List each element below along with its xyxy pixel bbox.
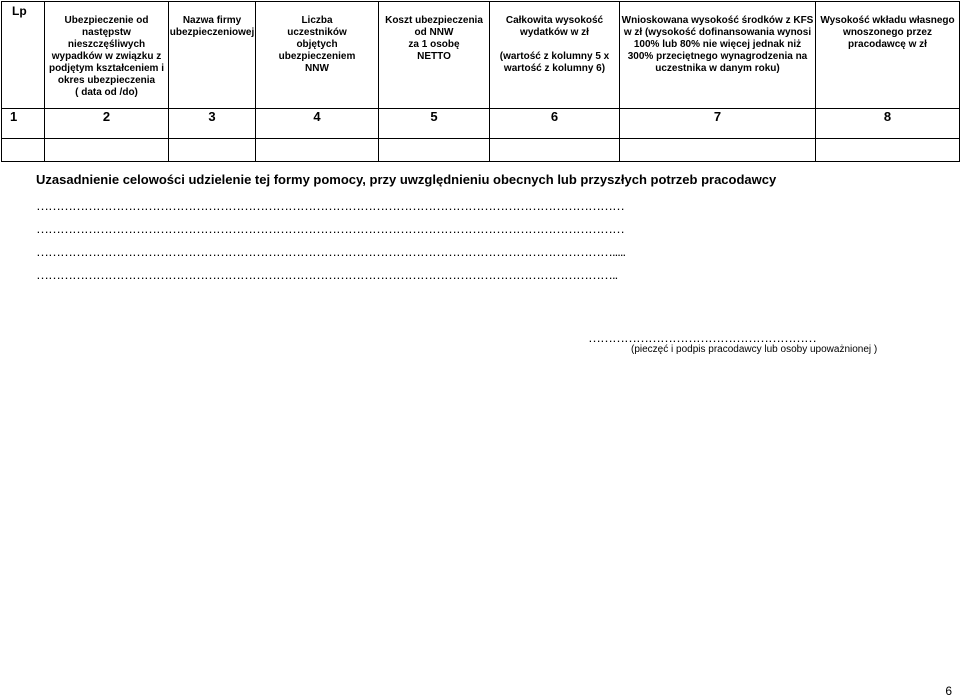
signature-line[interactable]: ………………………………………………… [588, 330, 816, 345]
justification-line[interactable]: ………………………………………………………………………………………………………………………………… [36, 222, 624, 236]
cell-cost-per-person[interactable] [379, 139, 490, 162]
signature-caption: (pieczęć i podpis pracodawcy lub osoby upoważnionej ) [631, 344, 878, 355]
justification-line[interactable]: ………………………………………………………………………………………………………………………………..... [36, 245, 626, 259]
cell-lp[interactable] [2, 139, 45, 162]
cell-employer-contribution[interactable] [816, 139, 960, 162]
header-cost-per-person: Koszt ubezpieczenia od NNW za 1 osobę NETTO [379, 2, 490, 109]
column-number: 7 [620, 109, 816, 139]
header-requested-kfs-amount: Wnioskowana wysokość środków z KFS w zł (wysokość dofinansowania wynosi 100% lub 80% nie więcej jednak niż 300% przeciętnego wynagrodzenia na uczestnika w danym roku) [620, 2, 816, 109]
justification-label: Uzasadnienie celowości udzielenie tej formy pomocy, przy uwzględnieniu obecnych lub przyszłych potrzeb pracodawcy [36, 172, 777, 187]
column-number: 8 [816, 109, 960, 139]
cell-requested-kfs-amount[interactable] [620, 139, 816, 162]
cell-total-cost[interactable] [490, 139, 620, 162]
header-lp: Lp [2, 2, 45, 109]
column-number-row [2, 109, 960, 139]
column-number: 3 [169, 109, 256, 139]
justification-line[interactable]: ……………………………………………………………………………………………………………………………….. [36, 268, 618, 282]
header-employer-contribution: Wysokość wkładu własnego wnoszonego przez pracodawcę w zł [816, 2, 960, 109]
cell-insurer-name[interactable] [169, 139, 256, 162]
header-insurance-period: Ubezpieczenie od następstw nieszczęśliwych wypadków w związku z podjętym kształceniem i okres ubezpieczenia ( data od /do) [45, 2, 169, 109]
cell-participants-count[interactable] [256, 139, 379, 162]
header-row [2, 2, 960, 109]
data-entry-row[interactable] [2, 139, 960, 162]
cell-insurance-period[interactable] [45, 139, 169, 162]
column-number: 1 [2, 109, 45, 139]
column-number: 5 [379, 109, 490, 139]
header-participants-count: Liczba uczestników objętych ubezpieczeniem NNW [256, 2, 379, 109]
column-number: 4 [256, 109, 379, 139]
column-number: 6 [490, 109, 620, 139]
justification-line[interactable]: ………………………………………………………………………………………………………………………………… [36, 199, 624, 213]
header-insurer-name: Nazwa firmy ubezpieczeniowej [169, 2, 256, 109]
header-total-cost: Całkowita wysokość wydatków w zł (wartość z kolumny 5 x wartość z kolumny 6) [490, 2, 620, 109]
column-number: 2 [45, 109, 169, 139]
kfs-insurance-table [1, 1, 960, 162]
page-number: 6 [945, 684, 952, 698]
